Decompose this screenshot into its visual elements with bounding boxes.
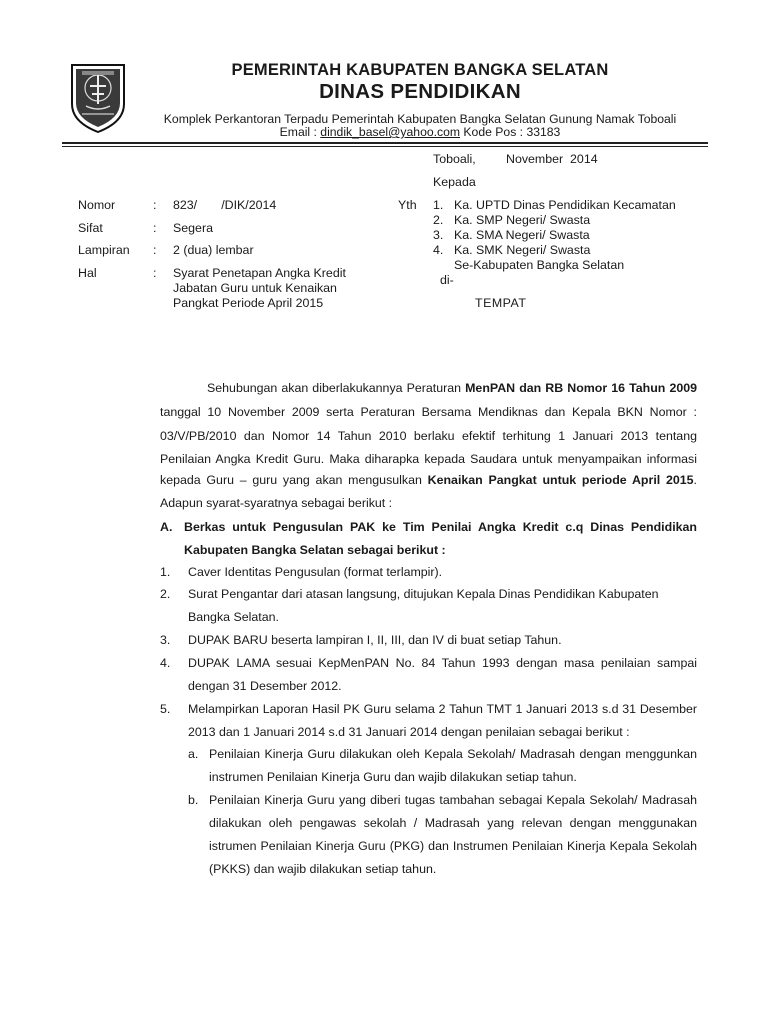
letterhead-divider-thin: [62, 146, 708, 147]
subitem-line: Penilaian Kinerja Guru dilakukan oleh Kepala Sekolah/ Madrasah dengan menggunkan: [209, 747, 697, 761]
kepada-label: Kepada: [433, 175, 476, 189]
subitem-line: instrumen Penilaian Kinerja Guru dan wajib dilakukan setiap tahun.: [209, 770, 577, 784]
meta-colon: :: [153, 243, 157, 257]
recipient-item: Ka. SMP Negeri/ Swasta: [454, 213, 591, 227]
date: November 2014: [506, 152, 598, 166]
paragraph-line: Penilaian Angka Kredit Guru. Maka diharapka kepada Saudara untuk menyampaikan informasi: [160, 452, 697, 466]
postal-code: Kode Pos : 33183: [460, 125, 561, 139]
item-number: 4.: [160, 656, 171, 670]
subitem-line: dilakukan oleh pengawas sekolah / Madrasah yang relevan dengan menggunakan: [209, 816, 697, 830]
letterhead-contact: [150, 125, 690, 139]
paragraph-line: Adapun syarat-syaratnya sebagai berikut :: [160, 496, 393, 510]
paragraph-line: 03/V/PB/2010 dan Nomor 14 Tahun 2010 berlaku efektif terhitung 1 Januari 2013 tentang: [160, 429, 697, 443]
letterhead-address: Komplek Perkantoran Terpadu Pemerintah Kabupaten Bangka Selatan Gunung Namak Toboali: [163, 112, 677, 126]
subitem-letter: a.: [188, 747, 199, 761]
letterhead-divider-thick: [62, 142, 708, 144]
item-number: 1.: [160, 565, 171, 579]
paragraph-text: .: [693, 473, 697, 487]
recipient-di: di-: [440, 273, 454, 287]
paragraph-emphasis: Kenaikan Pangkat untuk periode April 2015: [427, 473, 694, 487]
email-label: Email :: [279, 125, 321, 139]
item-line: Melampirkan Laporan Hasil PK Guru selama 2 Tahun TMT 1 Januari 2013 s.d 31 Desember: [188, 702, 697, 716]
recipient-item: Ka. SMA Negeri/ Swasta: [454, 228, 590, 242]
item-number: 2.: [160, 587, 171, 601]
paragraph-opening-line: [207, 381, 697, 395]
recipient-tempat: TEMPAT: [475, 296, 527, 310]
recipient-number: 3.: [433, 228, 444, 242]
meta-value-hal-line: Jabatan Guru untuk Kenaikan: [173, 281, 337, 295]
letterhead-government-name: PEMERINTAH KABUPATEN BANGKA SELATAN: [231, 61, 609, 79]
meta-label-nomor: Nomor: [78, 198, 116, 212]
recipient-number: 2.: [433, 213, 444, 227]
section-heading-line: Kabupaten Bangka Selatan sebagai berikut :: [184, 543, 446, 557]
meta-colon: :: [153, 198, 157, 212]
yth-label: Yth: [398, 198, 417, 212]
paragraph-line: [160, 473, 697, 487]
paragraph-text: Sehubungan akan diberlakukannya Peraturan: [207, 381, 466, 395]
subitem-line: Penilaian Kinerja Guru yang diberi tugas tambahan sebagai Kepala Sekolah/ Madrasah: [209, 793, 697, 807]
item-line: Bangka Selatan.: [188, 610, 279, 624]
meta-label-hal: Hal: [78, 266, 97, 280]
regency-emblem-logo: [68, 62, 128, 134]
item-number: 3.: [160, 633, 171, 647]
subitem-letter: b.: [188, 793, 199, 807]
meta-value-nomor: 823/ /DIK/2014: [173, 198, 277, 212]
item-line: dengan 31 Desember 2012.: [188, 679, 342, 693]
meta-label-sifat: Sifat: [78, 221, 103, 235]
paragraph-emphasis: MenPAN dan RB Nomor 16 Tahun 2009: [465, 381, 698, 395]
recipient-region: Se-Kabupaten Bangka Selatan: [454, 258, 625, 272]
paragraph-line: tanggal 10 November 2009 serta Peraturan Bersama Mendiknas dan Kepala BKN Nomor :: [160, 405, 697, 419]
paragraph-text: kepada Guru – guru yang akan mengusulkan: [160, 473, 428, 487]
item-line: DUPAK BARU beserta lampiran I, II, III, dan IV di buat setiap Tahun.: [188, 633, 562, 647]
item-line: 2013 dan 1 Januari 2014 s.d 31 Januari 2014 dengan penilaian sebagai berikut :: [188, 725, 630, 739]
item-line: DUPAK LAMA sesuai KepMenPAN No. 84 Tahun 1993 dengan masa penilaian sampai: [188, 656, 697, 670]
meta-colon: :: [153, 266, 157, 280]
meta-value-lampiran: 2 (dua) lembar: [173, 243, 254, 257]
recipient-item: Ka. UPTD Dinas Pendidikan Kecamatan: [454, 198, 676, 212]
email-link[interactable]: dindik_basel@yahoo.com: [320, 125, 461, 139]
recipient-item: Ka. SMK Negeri/ Swasta: [454, 243, 591, 257]
item-number: 5.: [160, 702, 171, 716]
recipient-number: 1.: [433, 198, 444, 212]
meta-label-lampiran: Lampiran: [78, 243, 130, 257]
subitem-line: (PKKS) dan wajib dilakukan setiap tahun.: [209, 862, 437, 876]
section-marker: A.: [160, 520, 173, 534]
meta-value-hal-line: Pangkat Periode April 2015: [173, 296, 324, 310]
section-heading-line: Berkas untuk Pengusulan PAK ke Tim Penilai Angka Kredit c.q Dinas Pendidikan: [184, 520, 697, 534]
meta-value-hal-line: Syarat Penetapan Angka Kredit: [173, 266, 346, 280]
recipient-number: 4.: [433, 243, 444, 257]
item-line: Caver Identitas Pengusulan (format terlampir).: [188, 565, 443, 579]
meta-value-sifat: Segera: [173, 221, 213, 235]
meta-colon: :: [153, 221, 157, 235]
item-line: Surat Pengantar dari atasan langsung, ditujukan Kepala Dinas Pendidikan Kabupaten: [188, 587, 659, 601]
subitem-line: istrumen Penilaian Kinerja Guru (PKG) dan Instrumen Penilaian Kinerja Kepala Sekolah: [209, 839, 697, 853]
place: Toboali,: [433, 152, 476, 166]
letterhead-office-name: DINAS PENDIDIKAN: [319, 80, 521, 103]
